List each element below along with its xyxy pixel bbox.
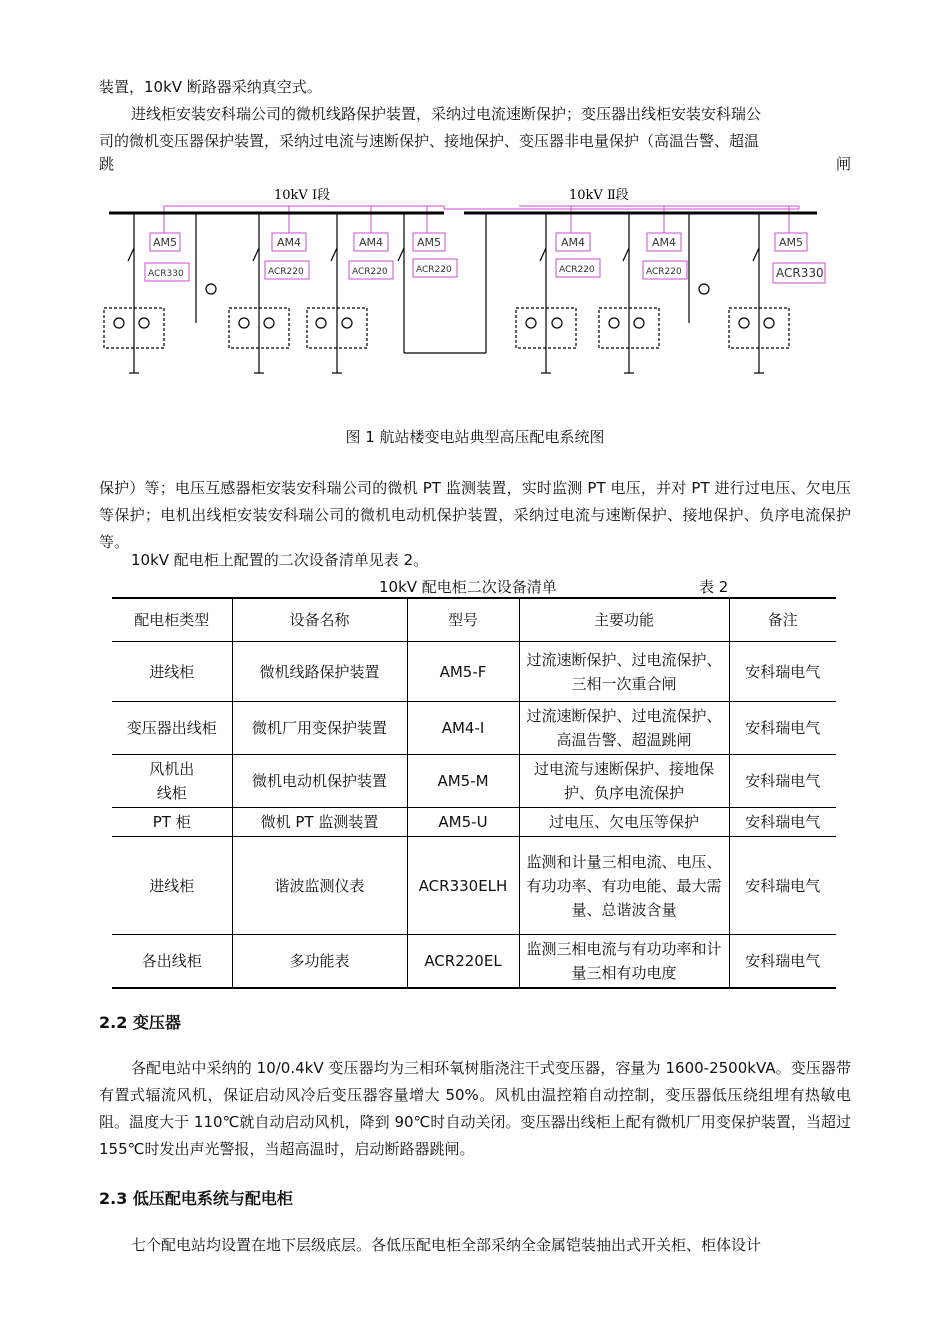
section-2-2-heading: 2.2 变压器 bbox=[99, 1013, 181, 1032]
table-cell: AM4-I bbox=[407, 702, 519, 755]
table-cell: ACR220EL bbox=[407, 935, 519, 989]
device-label: AM4 bbox=[561, 236, 586, 249]
section-2-2-paragraph: 各配电站中采纳的 10/0.4kV 变压器均为三相环氧树脂浇注干式变压器，容量为 1600-2500kVA。变压器带有置式辐流风机，保证启动风冷后变压器容量增大 50%。风机由温控箱自动控制，变压器低压绕组埋有热敏电阻。温度大于 110℃就自动启动风机，降到 90℃时自动关闭。变压器出线柜上配有微机厂用变保护装置，当超过 155℃时发出声光警报，当超高温时，启动断路器跳闸。 bbox=[99, 1059, 851, 1158]
equipment-table bbox=[112, 597, 836, 989]
table-cell: 监测和计量三相电流、电压、有功功率、有功电能、最大需量、总谐波含量 bbox=[519, 837, 729, 935]
hv-distribution-diagram bbox=[99, 183, 839, 393]
table-cell: 安科瑞电气 bbox=[729, 702, 836, 755]
table-cell: 微机线路保护装置 bbox=[232, 642, 407, 702]
table-cell: 安科瑞电气 bbox=[729, 642, 836, 702]
device-label: AM5 bbox=[153, 236, 178, 249]
table-cell: AM5-F bbox=[407, 642, 519, 702]
device-label: ACR330 bbox=[148, 269, 184, 279]
table-row bbox=[112, 837, 836, 935]
table-cell: 过流速断保护、过电流保护、高温告警、超温跳闸 bbox=[519, 702, 729, 755]
table-cell: 进线柜 bbox=[112, 837, 232, 935]
table-cell: 风机出线柜 bbox=[112, 755, 232, 808]
table-cell: ACR330ELH bbox=[407, 837, 519, 935]
table-row bbox=[112, 935, 836, 989]
device-boxes bbox=[145, 233, 825, 283]
table-cell: 谐波监测仪表 bbox=[232, 837, 407, 935]
table-cell: AM5-U bbox=[407, 808, 519, 837]
table-cell: 微机 PT 监测装置 bbox=[232, 808, 407, 837]
table-cell: 安科瑞电气 bbox=[729, 808, 836, 837]
table-cell: 多功能表 bbox=[232, 935, 407, 989]
device-label: AM4 bbox=[277, 236, 302, 249]
table-row bbox=[112, 702, 836, 755]
device-label: ACR220 bbox=[352, 267, 388, 277]
table-cell: 过电压、欠电压等保护 bbox=[519, 808, 729, 837]
feeder-lines bbox=[104, 213, 789, 373]
header-cell: 配电柜类型 bbox=[112, 598, 232, 642]
paragraph-top-2c-left: 跳 bbox=[99, 155, 115, 173]
device-label: AM4 bbox=[652, 236, 677, 249]
table-header-row bbox=[112, 598, 836, 642]
table-title: 10kV 配电柜二次设备清单 bbox=[379, 578, 557, 596]
paragraph-top-2b: 司的微机变压器保护装置，采纳过电流与速断保护、接地保护、变压器非电量保护（高温告警、超温 bbox=[99, 132, 760, 150]
table-cell: 安科瑞电气 bbox=[729, 935, 836, 989]
bus-2-label: 10kV Ⅱ段 bbox=[569, 188, 629, 203]
device-label: ACR220 bbox=[646, 267, 682, 277]
section-2-3-heading: 2.3 低压配电系统与配电柜 bbox=[99, 1189, 293, 1208]
device-label: AM5 bbox=[779, 236, 804, 249]
table-cell: AM5-M bbox=[407, 755, 519, 808]
table-cell: 过流速断保护、过电流保护、三相一次重合闸 bbox=[519, 642, 729, 702]
device-label: ACR220 bbox=[559, 265, 595, 275]
header-cell: 备注 bbox=[729, 598, 836, 642]
device-label: AM5 bbox=[417, 236, 442, 249]
device-label: AM4 bbox=[359, 236, 384, 249]
device-label: ACR220 bbox=[268, 267, 304, 277]
paragraph-top-1: 装置，10kV 断路器采纳真空式。 bbox=[99, 78, 322, 96]
figure-caption: 图 1 航站楼变电站典型高压配电系统图 bbox=[345, 428, 605, 446]
table-number: 表 2 bbox=[699, 578, 729, 596]
paragraph-mid-2: 10kV 配电柜上配置的二次设备清单见表 2。 bbox=[131, 551, 429, 569]
device-label: ACR330 bbox=[776, 266, 824, 280]
table-cell: 过电流与速断保护、接地保护、负序电流保护 bbox=[519, 755, 729, 808]
table-cell: PT 柜 bbox=[112, 808, 232, 837]
table-cell: 进线柜 bbox=[112, 642, 232, 702]
device-label: ACR220 bbox=[416, 265, 452, 275]
header-cell: 主要功能 bbox=[519, 598, 729, 642]
paragraph-top-2c-right: 闸 bbox=[835, 155, 851, 173]
table-cell: 变压器出线柜 bbox=[112, 702, 232, 755]
table-cell: 安科瑞电气 bbox=[729, 837, 836, 935]
table-cell: 各出线柜 bbox=[112, 935, 232, 989]
table-caption bbox=[99, 574, 851, 598]
table-cell: 微机厂用变保护装置 bbox=[232, 702, 407, 755]
bus-1-label: 10kV Ⅰ段 bbox=[274, 188, 331, 203]
paragraph-top-2a: 进线柜安装安科瑞公司的微机线路保护装置，采纳过电流速断保护；变压器出线柜安装安科瑞公 bbox=[131, 105, 762, 123]
header-cell: 型号 bbox=[407, 598, 519, 642]
table-cell: 监测三相电流与有功功率和计量三相有功电度 bbox=[519, 935, 729, 989]
table-row bbox=[112, 642, 836, 702]
header-cell: 设备名称 bbox=[232, 598, 407, 642]
section-2-3-paragraph: 七个配电站均设置在地下层级底层。各低压配电柜全部采纳全金属铠装抽出式开关柜、柜体设计 bbox=[131, 1236, 762, 1254]
table-row bbox=[112, 808, 836, 837]
table-cell: 安科瑞电气 bbox=[729, 755, 836, 808]
paragraph-mid-1: 保护）等；电压互感器柜安装安科瑞公司的微机 PT 监测装置，实时监测 PT 电压，并对 PT 进行过电压、欠电压等保护；电机出线柜安装安科瑞公司的微机电动机保护装置，采纳过电流与速断保护、接地保护、负序电流保护等。 bbox=[99, 479, 851, 551]
table-cell: 微机电动机保护装置 bbox=[232, 755, 407, 808]
table-row bbox=[112, 755, 836, 808]
paragraph-top-2c bbox=[99, 151, 851, 178]
